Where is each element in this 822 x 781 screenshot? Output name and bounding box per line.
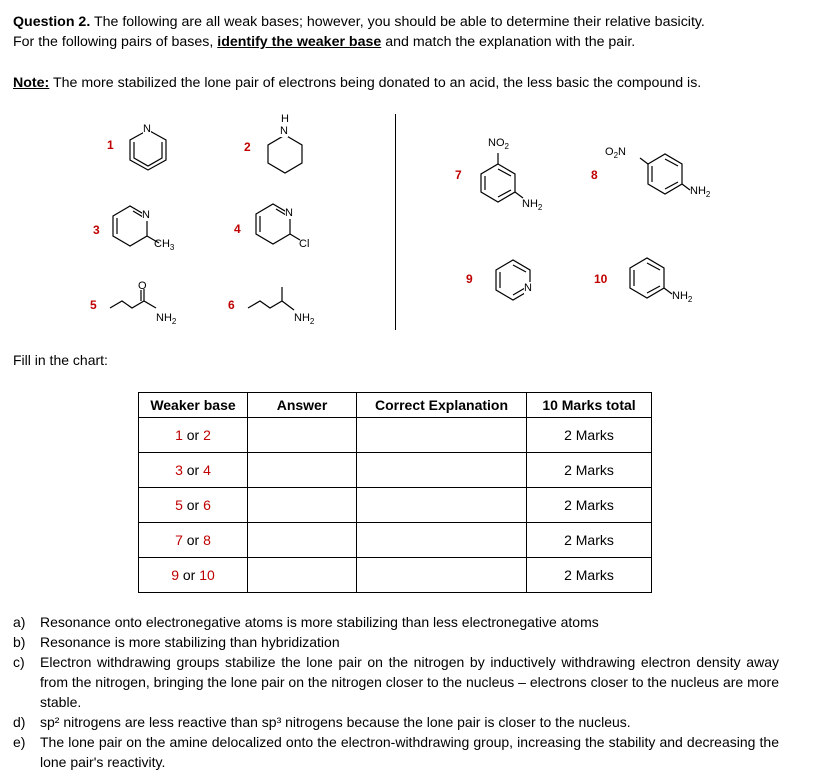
explanation-item	[13, 632, 779, 652]
answer-cell[interactable]	[248, 488, 357, 523]
explanation-item	[13, 732, 779, 772]
substituent-nh2: $NH_2$	[690, 185, 711, 200]
pair-or: or	[182, 497, 204, 513]
note-text: The more stabilized the lone pair of electrons being donated to an acid, the less basic the compound is.	[49, 75, 702, 91]
molecule-number-8: 8	[591, 168, 598, 182]
pair-or: or	[182, 532, 204, 548]
question-text: The following are all weak bases; however, you should be able to determine their relative basicity.	[90, 14, 705, 30]
molecule-number-7: 7	[455, 168, 462, 182]
pair-option-a: 9	[171, 567, 179, 583]
header-weaker-base: Weaker base	[139, 393, 248, 418]
note-line	[13, 75, 701, 91]
note-label: Note:	[13, 75, 50, 91]
explanation-label: b)	[13, 634, 26, 650]
molecule-number-5: 5	[90, 298, 97, 312]
answer-cell[interactable]	[248, 453, 357, 488]
explanation-label: e)	[13, 734, 26, 750]
answer-table	[138, 392, 652, 593]
question-label: Question 2.	[13, 14, 91, 30]
explanation-text: Resonance onto electronegative atoms is more stabilizing than less electronegative atoms	[40, 614, 599, 630]
fill-chart-label: Fill in the chart:	[13, 352, 108, 368]
header-correct-explanation: Correct Explanation	[357, 393, 527, 418]
substituent-cl: Cl	[299, 238, 310, 250]
pair-or: or	[182, 427, 204, 443]
pair-option-b: 4	[203, 462, 211, 478]
explanation-text: Resonance is more stabilizing than hybridization	[40, 634, 340, 650]
table-row	[139, 523, 652, 558]
molecule-number-2: 2	[244, 140, 251, 154]
explanation-text: sp² nitrogens are less reactive than sp³ nitrogens because the lone pair is closer to the nucleus.	[40, 714, 631, 730]
molecule-number-4: 4	[234, 222, 241, 236]
table-row	[139, 558, 652, 593]
pair-cell	[139, 453, 248, 488]
atom-label-n: N	[143, 123, 151, 135]
pair-option-b: 10	[199, 567, 215, 583]
substituent-nh2: $NH_2$	[156, 312, 177, 327]
explanation-cell[interactable]	[357, 523, 527, 558]
question-line-1	[13, 14, 705, 30]
pyridine-structure-2	[488, 256, 548, 306]
question-line2-pre: For the following pairs of bases,	[13, 34, 218, 50]
marks-cell: 2 Marks	[527, 558, 652, 593]
question-line-2	[13, 34, 635, 50]
explanation-cell[interactable]	[357, 453, 527, 488]
header-answer: Answer	[248, 393, 357, 418]
table-row	[139, 488, 652, 523]
pair-option-b: 6	[203, 497, 211, 513]
substituent-o2n: $O_2N$	[605, 146, 626, 161]
question-emphasis: identify the weaker base	[217, 34, 382, 50]
pair-option-b: 2	[203, 427, 211, 443]
atom-label-h: H	[281, 113, 289, 125]
marks-cell: 2 Marks	[527, 523, 652, 558]
atom-label-n: N	[285, 207, 293, 219]
pair-cell	[139, 558, 248, 593]
explanation-item	[13, 612, 779, 632]
atom-label-n: N	[524, 282, 532, 294]
explanation-cell[interactable]	[357, 418, 527, 453]
atom-label-n: N	[280, 125, 288, 137]
pair-or: or	[182, 462, 204, 478]
substituent-nh2: $NH_2$	[672, 290, 693, 305]
marks-cell: 2 Marks	[527, 418, 652, 453]
explanation-text: Electron withdrawing groups stabilize the lone pair on the nitrogen by inductively withdrawing electron density away from the nitrogen, bringing the lone pair on the nitrogen closer to the nucleus – electrons closer to the nucleus are more stable.	[40, 654, 779, 710]
answer-cell[interactable]	[248, 558, 357, 593]
header-marks-total: 10 Marks total	[527, 393, 652, 418]
table-row	[139, 418, 652, 453]
explanation-label: d)	[13, 714, 26, 730]
pair-option-a: 3	[175, 462, 183, 478]
explanation-item	[13, 712, 779, 732]
answer-cell[interactable]	[248, 418, 357, 453]
explanation-list	[13, 612, 779, 772]
atom-label-n: N	[142, 209, 150, 221]
pair-option-a: 1	[175, 427, 183, 443]
table-row	[139, 453, 652, 488]
nitroaniline-structure	[470, 148, 530, 208]
question-line2-post: and match the explanation with the pair.	[381, 34, 636, 50]
substituent-nh2: $NH_2$	[294, 312, 315, 327]
pair-or: or	[178, 567, 200, 583]
molecule-number-3: 3	[93, 223, 100, 237]
molecule-number-6: 6	[228, 298, 235, 312]
explanation-label: c)	[13, 654, 25, 670]
pair-option-a: 5	[175, 497, 183, 513]
molecule-number-1: 1	[107, 138, 114, 152]
marks-cell: 2 Marks	[527, 488, 652, 523]
atom-label-o: O	[138, 280, 147, 292]
explanation-item	[13, 652, 779, 712]
molecule-number-10: 10	[594, 272, 608, 286]
explanation-label: a)	[13, 614, 26, 630]
substituent-nh2: $NH_2$	[522, 198, 543, 213]
explanation-text: The lone pair on the amine delocalized onto the electron-withdrawing group, increasing the stability and decreasing the lone pair's reactivity.	[40, 734, 779, 770]
molecule-number-9: 9	[466, 272, 473, 286]
explanation-cell[interactable]	[357, 488, 527, 523]
pair-cell	[139, 523, 248, 558]
explanation-cell[interactable]	[357, 558, 527, 593]
pair-option-a: 7	[175, 532, 183, 548]
molecule-divider	[395, 114, 396, 330]
pair-cell	[139, 488, 248, 523]
pair-option-b: 8	[203, 532, 211, 548]
pair-cell	[139, 418, 248, 453]
substituent-no2: $NO_2$	[488, 137, 509, 152]
table-header-row	[139, 393, 652, 418]
answer-cell[interactable]	[248, 523, 357, 558]
marks-cell: 2 Marks	[527, 453, 652, 488]
substituent-ch3: $CH_3$	[154, 238, 175, 253]
